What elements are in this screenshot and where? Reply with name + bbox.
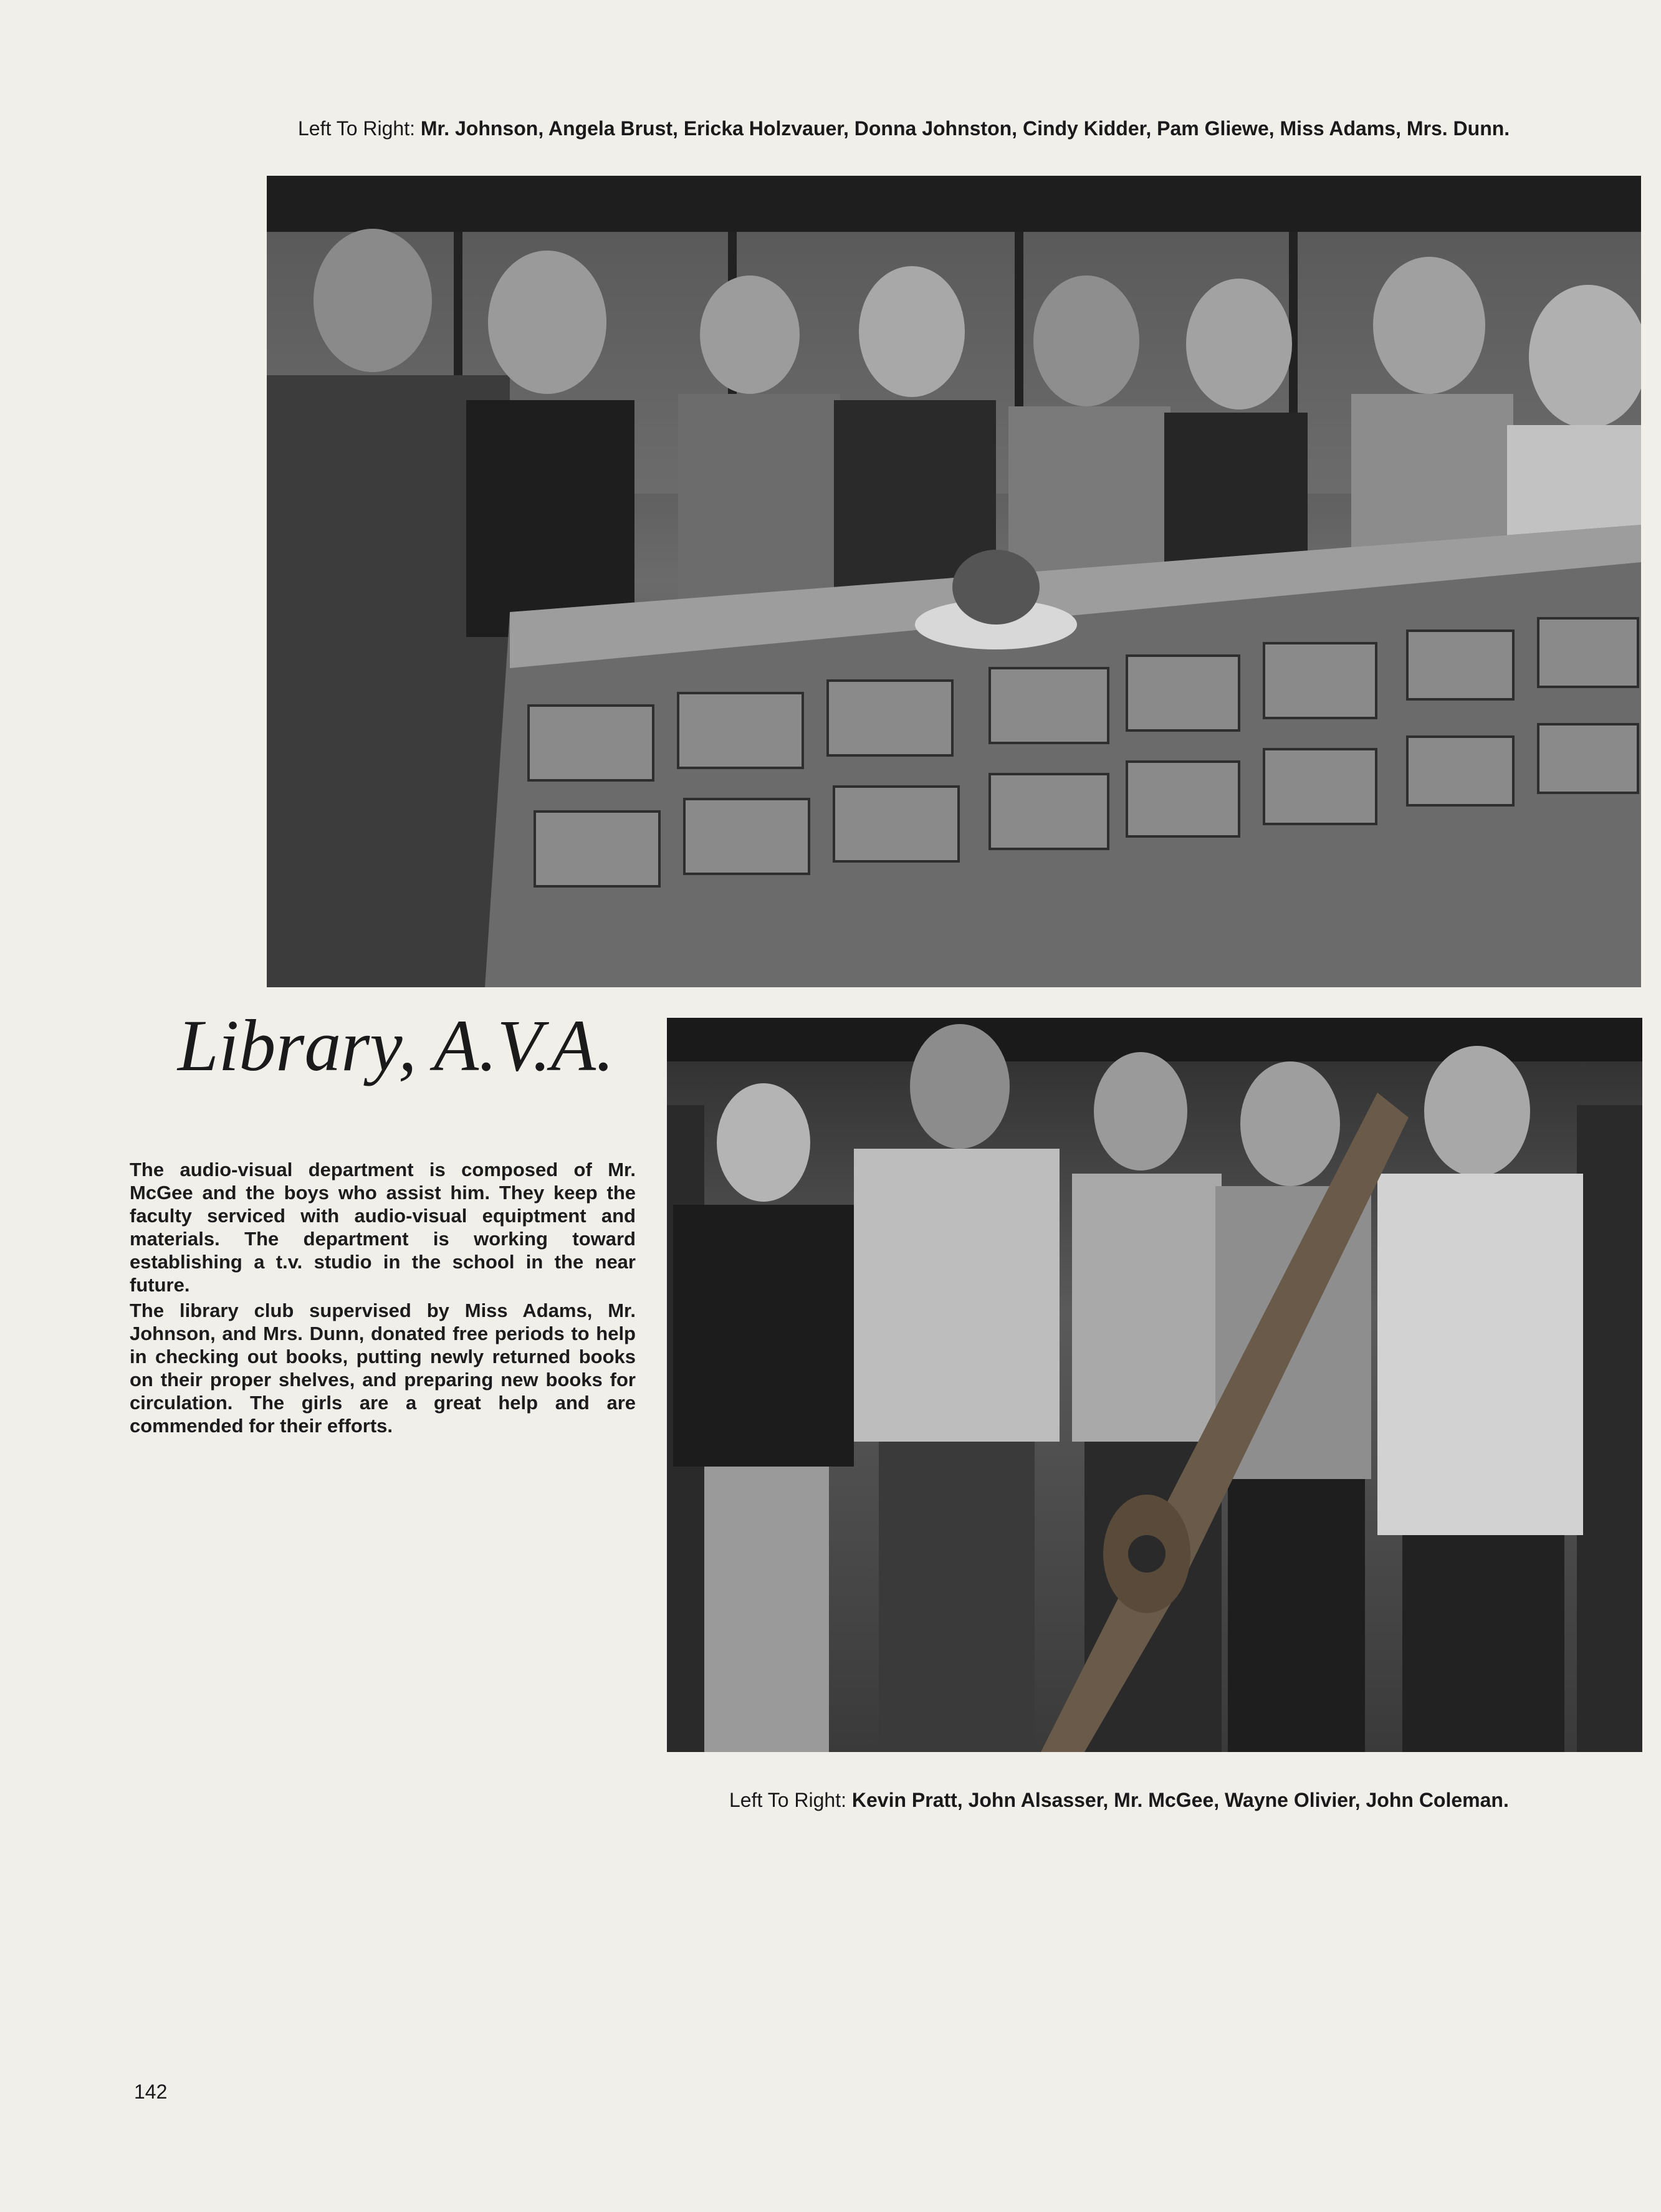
top-photo-caption xyxy=(298,117,1510,140)
library-club-photo-illustration xyxy=(267,176,1641,987)
audio-visual-photo-illustration xyxy=(667,1018,1642,1752)
library-club-photo xyxy=(267,176,1641,987)
paragraph-library-club: The library club supervised by Miss Adams, Mr. Johnson, and Mrs. Dunn, donated free periods to help in checking out books, putting newly returned books on their proper shelves, and preparing new books for circulation. The girls are a great help and are commended for their efforts. xyxy=(130,1300,636,1437)
paragraph-audio-visual: The audio-visual department is composed of Mr. McGee and the boys who assist him. They keep the faculty serviced with audio-visual equiptment and materials. The department is working toward establishing a t.v. studio in the school in the near future. xyxy=(130,1159,636,1296)
caption-names: Kevin Pratt, John Alsasser, Mr. McGee, Wayne Olivier, John Coleman. xyxy=(851,1789,1509,1811)
article-body xyxy=(130,1158,636,1440)
page-number: 142 xyxy=(134,2080,168,2103)
caption-lead: Left To Right: xyxy=(298,117,421,140)
page-title: Library, A.V.A. xyxy=(178,1005,615,1086)
caption-lead: Left To Right: xyxy=(729,1789,852,1811)
bottom-photo-caption xyxy=(729,1789,1509,1812)
caption-names: Mr. Johnson, Angela Brust, Ericka Holzvauer, Donna Johnston, Cindy Kidder, Pam Gliewe, Miss Adams, Mrs. Dunn. xyxy=(420,117,1510,140)
audio-visual-photo xyxy=(667,1018,1642,1752)
